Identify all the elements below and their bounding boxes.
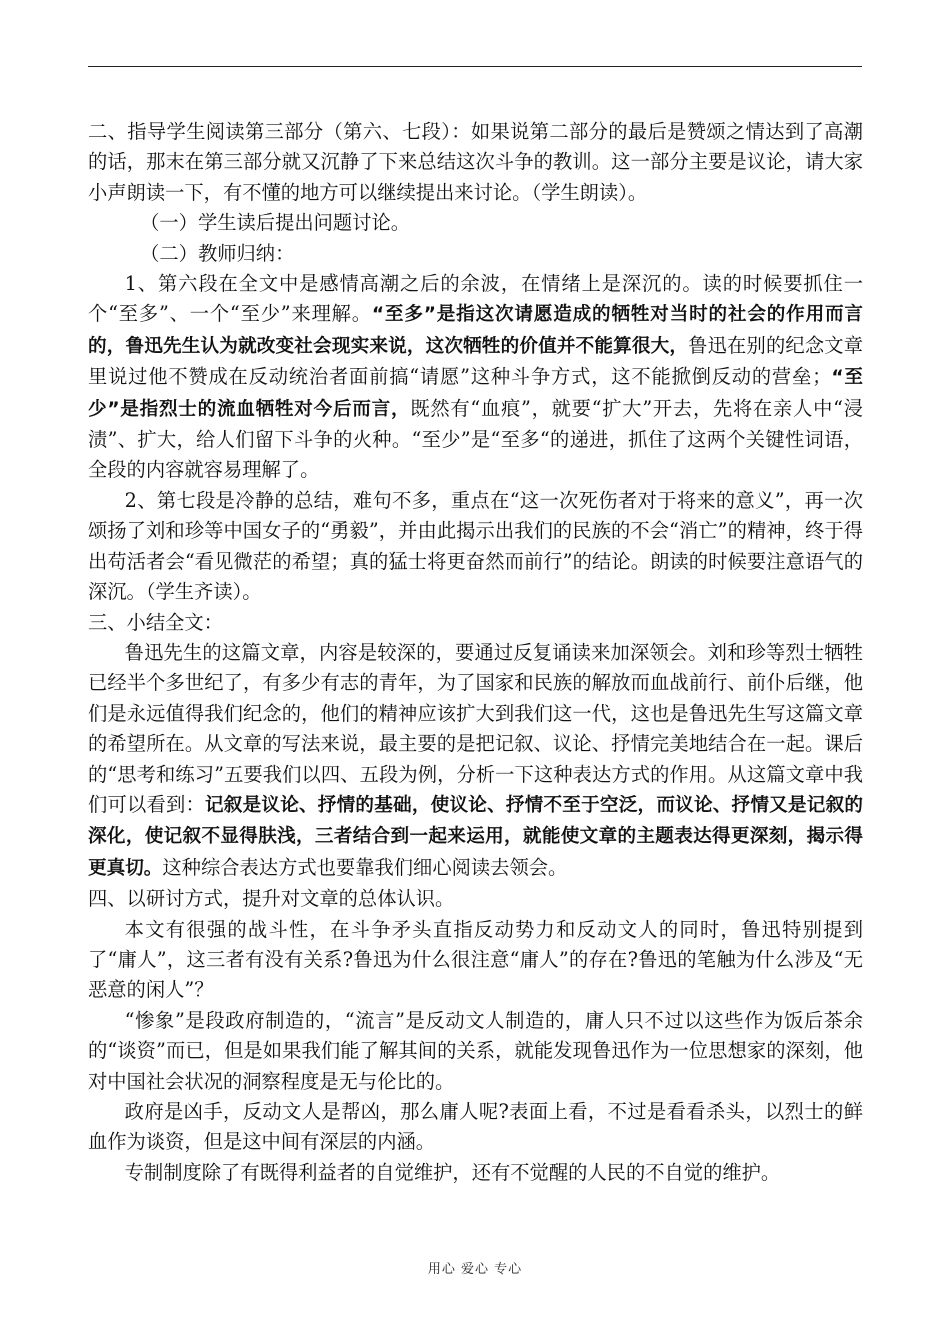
section4-paragraph4: 专制制度除了有既得利益者的自觉维护，还有不觉醒的人民的不自觉的维护。: [124, 1160, 781, 1184]
document-body: [88, 117, 863, 1188]
page-footer: 用心 爱心 专心: [427, 1262, 523, 1277]
section4-paragraph3: 政府是凶手，反动文人是帮凶，那么庸人呢?表面上看，不过是看看杀头，以烈士的鲜血作为谈资，但是这中间有深层的内涵。: [88, 1100, 863, 1154]
point1-bold1: “至多”是指这次请愿造成的牺牲对当时的社会的作用而言的，鲁迅先生认为就改变社会现实来说，这次牺牲的价值并不能算很大，: [88, 304, 863, 357]
point1-paragraph: [88, 269, 863, 486]
section3-heading: 三、小结全文：: [88, 610, 223, 634]
section4-paragraph2: “惨象”是段政府制造的，“流言”是反动文人制造的，庸人只不过以这些作为饭后茶余的“谈资”而已，但是如果我们能了解其间的关系，就能发现鲁迅作为一位思想家的深刻，他对中国社会状况的洞察程度是无与伦比的。: [88, 1008, 863, 1093]
header-rule: [88, 66, 862, 67]
section4-heading: 四、以研讨方式，提升对文章的总体认识。: [88, 887, 455, 911]
section2-item2: （二）教师归纳：: [140, 241, 295, 265]
section2-item1: （一）学生读后提出问题讨论。: [140, 211, 411, 235]
section2-heading: 二、指导学生阅读第三部分（第六、七段）：如果说第二部分的最后是赞颂之情达到了高潮的话，那末在第三部分就又沉静了下来总结这次斗争的教训。这一部分主要是议论，请大家小声朗读一下，有不懂的地方可以继续提出来讨论。（学生朗读）。: [88, 120, 863, 204]
point2-paragraph: 2、第七段是冷静的总结，难句不多，重点在“这一次死伤者对于将来的意义”，再一次颂扬了刘和珍等中国女子的“勇毅”，并由此揭示出我们的民族的不会“消亡”的精神，终于得出苟活者会“看见微茫的希望；真的猛士将更奋然而前行”的结论。朗读的时候要注意语气的深沉。（学生齐读）。: [88, 488, 863, 604]
point1-bold2: “至少”是指烈士的流血牺牲对今后而言，: [88, 367, 863, 420]
point1-text1: 1、第六段在全文中是感情高潮之后的余波，在情绪上是深沉的。读的时候要抓住一个“至多”、一个“至少”来理解。: [88, 272, 863, 326]
section3-text2: 这种综合表达方式也要靠我们细心阅读去领会。: [162, 855, 568, 879]
section3-bold1: 记叙是议论、抒情的基础，使议论、抒情不至于空泛，而议论、抒情又是记叙的深化，使记叙不显得肤浅，三者结合到一起来运用，就能使文章的主题表达得更深刻，揭示得更真切。: [88, 794, 863, 879]
section4-paragraph1: 本文有很强的战斗性，在斗争矛头直指反动势力和反动文人的同时，鲁迅特别提到了“庸人”，这三者有没有关系?鲁迅为什么很注意“庸人”的存在?鲁迅的笔触为什么涉及“无恶意的闲人”？: [88, 917, 863, 1002]
point1-text3: 既然有“血痕”，就要“扩大”开去，先将在亲人中“浸渍”、扩大，给人们留下斗争的火种。“至少”是“至多“的递进，抓住了这两个关键性词语，全段的内容就容易理解了。: [88, 396, 863, 482]
point1-text2: 鲁迅在别的纪念文章里说过他不赞成在反动统治者面前搞“请愿”这种斗争方式，这不能掀倒反动的营垒；: [88, 333, 863, 389]
section3-text1: 鲁迅先生的这篇文章，内容是较深的，要通过反复诵读来加深领会。刘和珍等烈士牺牲已经半个多世纪了，有多少有志的青年，为了国家和民族的解放而血战前行、前仆后继，他们是永远值得我们纪念的，他们的精神应该扩大到我们这一代，这也是鲁迅先生写这篇文章的希望所在。从文章的写法来说，最主要的是把记叙、议论、抒情完美地结合在一起。课后的“思考和练习”五要我们以四、五段为例，分析一下这种表达方式的作用。从这篇文章中我们可以看到：: [88, 640, 863, 816]
section3-paragraph: [88, 638, 863, 884]
